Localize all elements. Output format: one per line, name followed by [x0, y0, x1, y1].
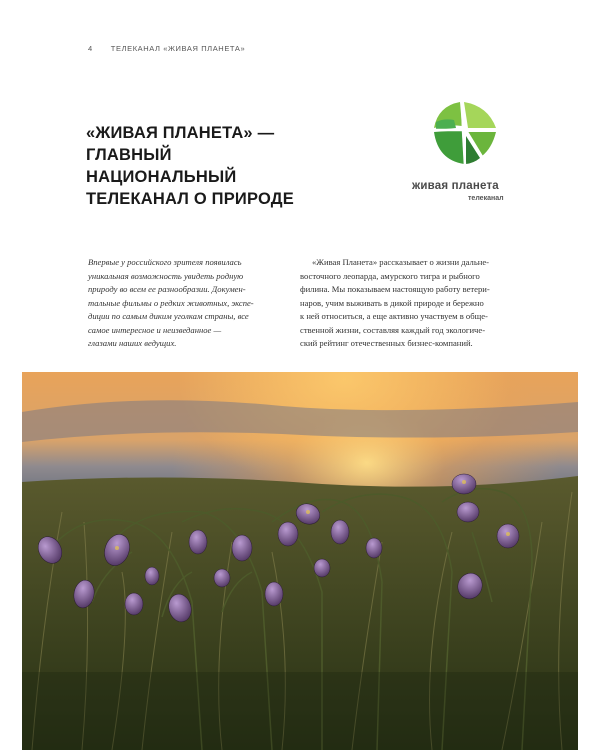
text-line: к ней относиться, а еще активно участвуем в обще-: [300, 311, 488, 321]
green-globe-logo-icon: [432, 100, 498, 166]
text-line: ский рейтинг отечественных бизнес-компаний.: [300, 338, 473, 348]
text-line: самое интересное и неизведанное —: [88, 324, 222, 335]
text-line: уникальная возможность увидеть родную: [88, 270, 244, 281]
logo-name: живая планета: [412, 180, 499, 192]
title-line: ТЕЛЕКАНАЛ О ПРИРОДЕ: [86, 190, 294, 208]
text-line: ственной жизни, составляя каждый год экологиче-: [300, 324, 486, 335]
description-paragraph: [300, 256, 512, 351]
text-line: восточного леопарда, амурского тигра и рыбного: [300, 270, 480, 281]
page-title: [86, 122, 326, 210]
text-line: Впервые у российского зрителя появилась: [88, 257, 242, 267]
running-header: [88, 44, 245, 53]
text-line: «Живая Планета» рассказывает о жизни дальне-: [312, 257, 490, 267]
logo-subtitle: телеканал: [468, 195, 504, 202]
running-title: ТЕЛЕКАНАЛ «ЖИВАЯ ПЛАНЕТА»: [110, 44, 246, 53]
title-line: ГЛАВНЫЙ: [86, 146, 172, 164]
title-line: НАЦИОНАЛЬНЫЙ: [86, 168, 237, 186]
channel-logo: [412, 100, 532, 210]
page-number: 4: [88, 44, 93, 53]
intro-paragraph: [88, 256, 288, 351]
text-line: глазами наших ведущих.: [88, 338, 177, 348]
text-line: природу во всем ее разнообразии. Докумен-: [88, 284, 246, 294]
pasque-flowers-photo: [22, 372, 578, 750]
text-line: наров, учим выживать в дикой природе и бережно: [300, 297, 484, 308]
title-line: «ЖИВАЯ ПЛАНЕТА» —: [86, 124, 275, 142]
text-line: тальные фильмы о редких животных, экспе-: [88, 297, 254, 308]
text-line: диции по самым диким уголкам страны, все: [88, 311, 249, 321]
sunset-meadow-image: [22, 372, 578, 750]
text-line: филина. Мы показываем настоящую работу ветери-: [300, 284, 490, 294]
